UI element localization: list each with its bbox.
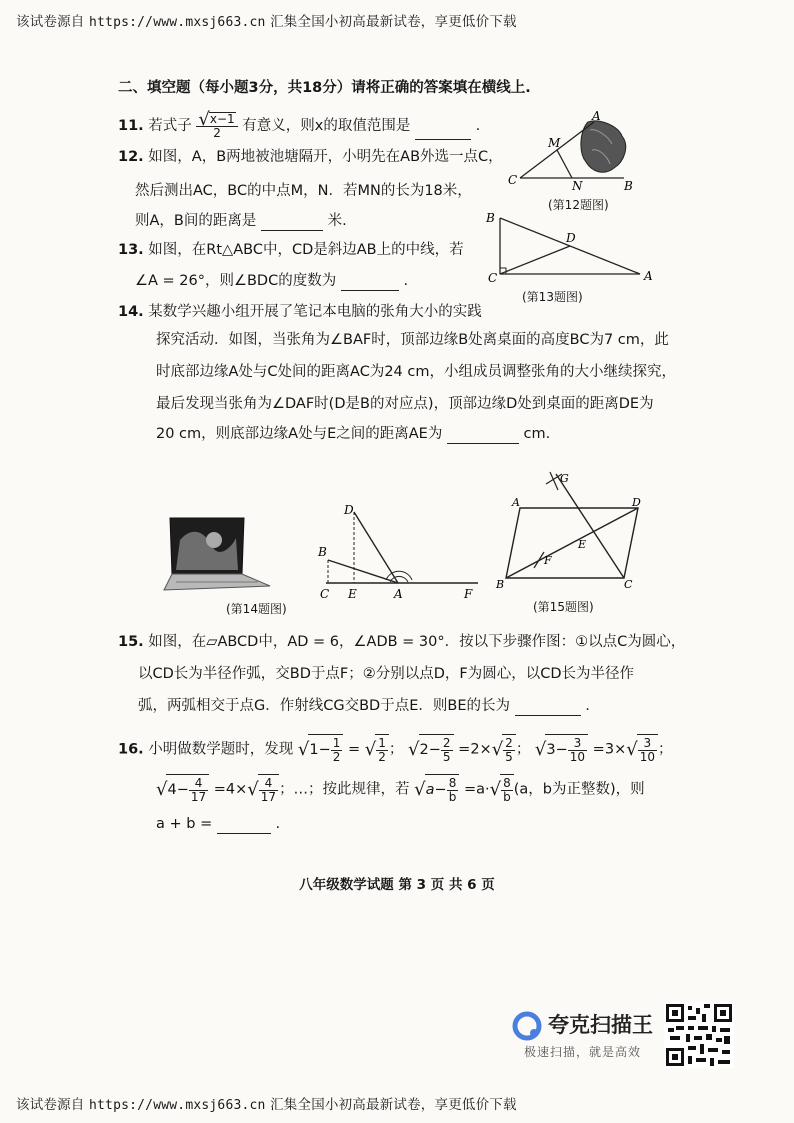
figure-14 bbox=[314, 500, 494, 600]
question-number: 11. bbox=[118, 118, 144, 134]
q16-expr-1: √1− $\frac{1}{2}$ bbox=[298, 734, 344, 765]
question-number: 15. bbox=[118, 634, 144, 650]
q16-expr-2-result: √ $\frac{2}{5}$ bbox=[492, 734, 516, 765]
q13-text-2b: . bbox=[403, 273, 409, 289]
q16-gen-d: b bbox=[448, 789, 457, 804]
q13-line2 bbox=[135, 271, 408, 291]
figure-12-caption: (第12题图) bbox=[548, 198, 609, 212]
q16-e2-d: 5 bbox=[442, 749, 451, 764]
label-E: E bbox=[348, 587, 357, 600]
q16-mid: ；…；按此规律，若 bbox=[279, 781, 410, 798]
q14-line2: 探究活动．如图，当张角为∠BAF时，顶部边缘B处离桌面的高度BC为7 cm，此 bbox=[156, 332, 669, 348]
q14-text-5b: cm. bbox=[523, 426, 551, 442]
q16-e4-n: 4 bbox=[189, 777, 208, 791]
question-number: 14. bbox=[118, 304, 144, 320]
q12-line2: 然后测出AC，BC的中点M，N．若MN的长为18米， bbox=[135, 183, 472, 199]
label-D: D bbox=[344, 503, 354, 517]
q16-e4-a: 4 bbox=[167, 782, 177, 798]
label-B: B bbox=[496, 578, 505, 591]
q13-text-2: ∠A = 26°，则∠BDC的度数为 bbox=[135, 273, 337, 289]
page-footer: 八年级数学试题 第 3 页 共 6 页 bbox=[299, 877, 495, 893]
brand-slogan: 极速扫描，就是高效 bbox=[524, 1045, 642, 1059]
q16-e2-rn: 2 bbox=[505, 735, 513, 750]
question-number: 12. bbox=[118, 149, 144, 165]
q16-expr-general: √a− $\frac{8}{b}$ bbox=[414, 774, 459, 805]
q16-gen-rn: 8 bbox=[503, 775, 511, 790]
q16-expr-4: √4− $\frac{4}{17}$ bbox=[156, 774, 209, 805]
banner-source: 该试卷源自 bbox=[16, 1097, 85, 1113]
q16-intro: 小明做数学题时，发现 bbox=[148, 741, 294, 758]
q12-line3 bbox=[135, 211, 347, 231]
q16-e1-d: 2 bbox=[332, 749, 341, 764]
q14-line4: 最后发现当张角为∠DAF时(D是B的对应点)，顶部边缘D处到桌面的距离DE为 bbox=[156, 396, 654, 412]
question-number: 13. bbox=[118, 242, 144, 258]
q11-denominator: 2 bbox=[213, 126, 221, 140]
label-A: A bbox=[644, 269, 653, 283]
label-F: F bbox=[464, 587, 473, 600]
q16-e4-rd: 17 bbox=[260, 789, 277, 804]
figure-14-caption: (第14题图) bbox=[226, 602, 287, 616]
q16-e2-rd: 5 bbox=[505, 749, 513, 764]
banner-source: 该试卷源自 bbox=[16, 14, 85, 30]
q16-expr-3: √3− $\frac{3}{10}$ bbox=[535, 734, 588, 765]
label-B: B bbox=[486, 211, 495, 225]
top-banner bbox=[16, 10, 517, 30]
q16-expr-1-result: √ $\frac{1}{2}$ bbox=[365, 734, 389, 765]
q16-last-post: . bbox=[275, 816, 281, 832]
q12-text-3b: 米. bbox=[327, 213, 347, 229]
q15-text-3b: . bbox=[585, 698, 590, 714]
q16-e1-rn: 1 bbox=[378, 735, 386, 750]
label-G: G bbox=[560, 472, 569, 485]
brand-name: 夸克扫描王 bbox=[548, 1013, 653, 1037]
label-A: A bbox=[394, 587, 403, 600]
q16-line2: √4− $\frac{4}{17}$ =4×√ $\frac{4}{17}$ ；…；按此规律，若 √a− $\frac{8}{b}$ =a·√ $\frac{8}{b}$ (a，b为正整数)，则 bbox=[156, 775, 645, 804]
label-M: M bbox=[548, 136, 561, 150]
q15-line2: 以CD长为半径作弧，交BD于点F；②分别以点D，F为圆心，以CD长为半径作 bbox=[138, 666, 635, 682]
q16-line3 bbox=[156, 814, 280, 834]
q16-gen-rd: b bbox=[503, 789, 511, 804]
q16-e3-rn: 3 bbox=[638, 737, 657, 751]
label-B: B bbox=[624, 179, 633, 193]
q16-e2-k: 2× bbox=[470, 741, 492, 758]
q16-e1-n: 1 bbox=[332, 735, 341, 750]
q12-text-1: 如图，A，B两地被池塘隔开，小明先在AB外选一点C， bbox=[148, 149, 503, 165]
label-E: E bbox=[578, 538, 587, 551]
label-N: N bbox=[572, 179, 583, 193]
q11-post: 有意义，则x的取值范围是 bbox=[242, 118, 411, 134]
q14-text-1: 某数学兴趣小组开展了笔记本电脑的张角大小的实践 bbox=[148, 304, 482, 320]
q14-line1 bbox=[118, 302, 482, 322]
figure-15 bbox=[494, 468, 654, 593]
q16-e4-rn: 4 bbox=[259, 777, 278, 791]
label-C: C bbox=[488, 271, 498, 283]
q16-gen-n: 8 bbox=[448, 775, 457, 790]
q16-tail: (a，b为正整数)，则 bbox=[513, 781, 645, 798]
q13-answer-blank[interactable] bbox=[341, 274, 399, 291]
q16-e3-rd: 10 bbox=[639, 749, 655, 764]
label-C: C bbox=[624, 578, 633, 591]
q14-text-5: 20 cm，则底部边缘A处与E之间的距离AE为 bbox=[156, 426, 443, 442]
q16-e1-a: 1 bbox=[309, 742, 319, 758]
q15-line3 bbox=[138, 696, 590, 716]
figure-12 bbox=[500, 110, 650, 195]
q16-e3-d: 10 bbox=[569, 749, 586, 764]
q16-e1-rd: 2 bbox=[378, 749, 386, 764]
label-F: F bbox=[544, 554, 552, 567]
q14-line3: 时底部边缘A处与C处间的距离AC为24 cm，小组成员调整张角的大小继续探究， bbox=[156, 364, 676, 380]
q15-text-1: 如图，在▱ABCD中，AD = 6，∠ADB = 30°．按以下步骤作图：①以点C为圆心， bbox=[148, 634, 686, 650]
label-A: A bbox=[512, 496, 520, 509]
banner-tagline: 汇集全国小初高最新试卷，享更低价下载 bbox=[270, 14, 517, 30]
label-A: A bbox=[592, 110, 601, 123]
label-D: D bbox=[632, 496, 641, 509]
section-title: 二、填空题（每小题3分，共18分）请将正确的答案填在横线上. bbox=[118, 80, 531, 96]
q12-text-3: 则A，B间的距离是 bbox=[135, 213, 257, 229]
q14-line5 bbox=[156, 424, 550, 444]
q16-line1: 16. 小明做数学题时，发现 √1− $\frac{1}{2}$ = √ $\frac{1}{2}$ ； √2− $\frac{2}{5}$ =2×√ $\frac{2}{5}$ ； √3− $\frac{3}{10}$ =3×√ $\frac{3}{10}$ ； bbox=[118, 735, 673, 764]
q16-expr-2: √2− $\frac{2}{5}$ bbox=[408, 734, 454, 765]
q15-answer-blank[interactable] bbox=[515, 699, 581, 716]
q16-gen-a: a bbox=[425, 782, 435, 798]
q16-e2-n: 2 bbox=[442, 735, 451, 750]
figure-13-caption: (第13题图) bbox=[522, 290, 583, 304]
q16-gen-k: a· bbox=[476, 781, 490, 798]
q16-e3-k: 3× bbox=[604, 741, 627, 758]
banner-tagline: 汇集全国小初高最新试卷，享更低价下载 bbox=[270, 1097, 517, 1113]
figure-15-caption: (第15题图) bbox=[533, 600, 594, 614]
question-11 bbox=[118, 108, 481, 140]
label-C: C bbox=[320, 587, 330, 600]
banner-url[interactable]: https://www.mxsj663.cn bbox=[89, 15, 266, 30]
banner-url[interactable]: https://www.mxsj663.cn bbox=[89, 1098, 266, 1113]
q16-e4-d: 17 bbox=[190, 789, 207, 804]
bottom-banner bbox=[16, 1093, 517, 1113]
q13-text-1: 如图，在Rt△ABC中，CD是斜边AB上的中线，若 bbox=[148, 242, 464, 258]
question-number: 16. bbox=[118, 741, 144, 758]
q11-radicand: x−1 bbox=[209, 112, 235, 126]
q16-answer-blank[interactable] bbox=[217, 817, 271, 834]
q16-e3-n: 3 bbox=[568, 737, 587, 751]
q11-end: . bbox=[475, 118, 481, 134]
q12-answer-blank[interactable] bbox=[261, 214, 323, 231]
q11-pre: 若式子 bbox=[148, 118, 192, 134]
q14-answer-blank[interactable] bbox=[447, 427, 519, 444]
qr-code-icon bbox=[664, 1002, 734, 1068]
q16-last-pre: a + b = bbox=[156, 816, 213, 832]
q16-e4-k: 4× bbox=[225, 781, 248, 798]
q15-text-3: 弧，两弧相交于点G．作射线CG交BD于点E．则BE的长为 bbox=[138, 698, 510, 714]
q16-e3-a: 3 bbox=[546, 742, 556, 758]
q12-line1 bbox=[118, 147, 503, 167]
q16-expr-4-result: √ $\frac{4}{17}$ bbox=[247, 774, 279, 805]
quark-logo-icon bbox=[512, 1011, 542, 1041]
laptop-photo bbox=[158, 510, 278, 595]
q13-line1 bbox=[118, 240, 464, 260]
label-C: C bbox=[508, 173, 518, 187]
q16-e2-a: 2 bbox=[419, 742, 429, 758]
q16-expr-3-result: √ $\frac{3}{10}$ bbox=[626, 734, 658, 765]
q11-fraction: $\frac{√x-1}{2}$ bbox=[196, 112, 237, 140]
label-B: B bbox=[318, 545, 327, 559]
q16-expr-general-result: √ $\frac{8}{b}$ bbox=[490, 774, 514, 805]
label-D: D bbox=[566, 231, 576, 245]
q15-line1 bbox=[118, 632, 685, 652]
figure-13 bbox=[482, 208, 662, 283]
q11-answer-blank[interactable] bbox=[415, 123, 471, 140]
